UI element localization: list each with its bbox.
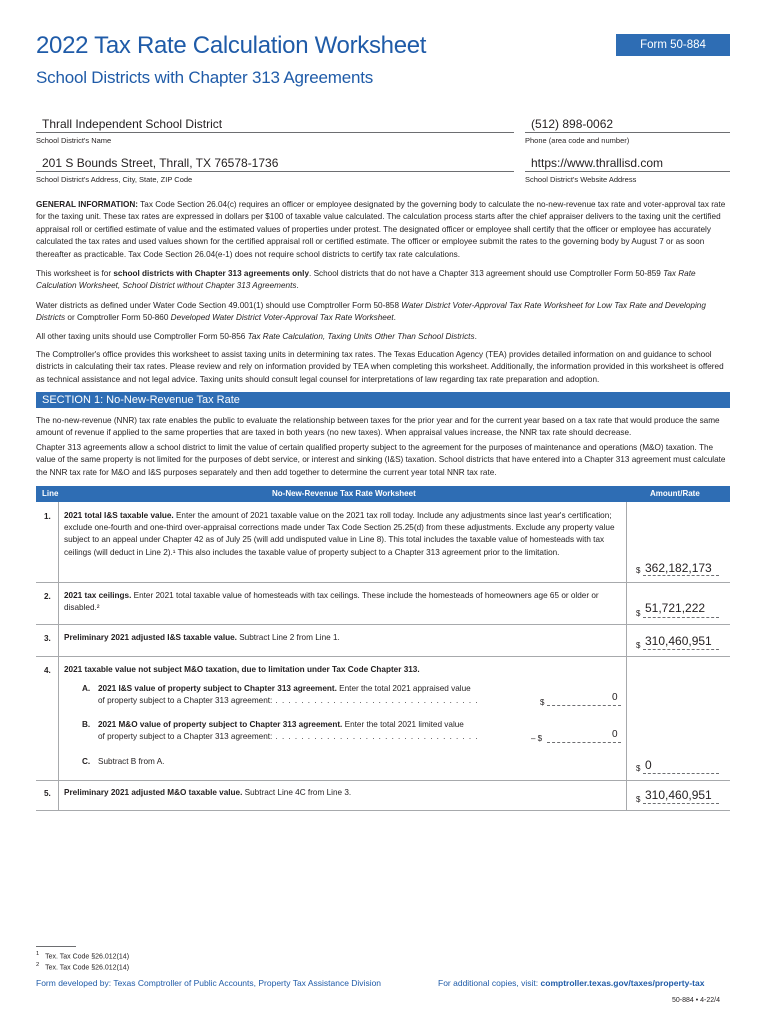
row-4a-text1: Enter the total 2021 appraised value — [336, 684, 471, 693]
address-caption: School District's Address, City, State, ZIP Code — [36, 175, 193, 184]
general-information-text: Tax Code Section 26.04(c) requires an officer or employee designated by the governing body to calculate the no-new-revenue tax rate and voter-approval tax rate for the taxing unit. These tax rates are expressed in dollars per $100 of taxable value calculated. The calculation process starts after the chief appraiser delivers to the taxing unit the certified appraisal roll or certified estimate of value and the estimated values of properties under protest. The designated officer or employee shall certify that the officer or employee has accurately calculated the tax rates and used values shown for the certified appraisal roll or certified estimate. The officer or employee submit the rates to the governing body by August 7 or as soon thereafter as practicable. Tax Code Section 26.04(e-1) does not require school districts to certify tax rate calculations. — [36, 200, 726, 259]
other-text-a: All other taxing units should use Comptroller Form 50-856 — [36, 332, 248, 341]
general-information-paragraph — [36, 199, 730, 261]
district-name-value[interactable]: Thrall Independent School District — [42, 117, 223, 131]
district-name-line — [36, 132, 514, 133]
section-1-chapter313: Chapter 313 agreements allow a school district to limit the value of certain qualified property subject to the agreement for the purposes of maintenance and operations (M&O) taxation. The value of the same property is not limited for the purposes of debt service, or interest and sinking (I&S) taxation. School districts that have entered into a Chapter 313 agreement must calculate the NNR tax rate for M&O and I&S purposes separately and then add together to determine the current year total NNR tax rate. — [36, 443, 726, 477]
row-4c-label — [82, 756, 90, 768]
worksheet-scope-paragraph — [36, 268, 730, 293]
row-5-amount-line — [643, 802, 719, 804]
footnote-1-mark: 1 — [36, 951, 40, 957]
water-text-b: Water District Voter-Approval Tax Rate Worksheet for Low Tax Rate and Developing Districts — [36, 301, 706, 323]
website-line — [525, 171, 730, 172]
row-4b-amount[interactable]: 0 — [612, 729, 618, 740]
row-5-number: 5. — [44, 789, 51, 798]
row-4b-description — [98, 719, 518, 743]
section-1-intro: The no-new-revenue (NNR) tax rate enables the public to evaluate the relationship between taxes for the prior year and for the current year based on a tax rate that would produce the same amount of revenue if applied to the same properties that are taxed in both years (no new taxes). When appraisal values increase, the NNR tax rate should decrease. — [36, 416, 720, 438]
row-5-amount[interactable]: 310,460,951 — [645, 788, 712, 802]
worksheet-table-header — [36, 486, 730, 502]
phone-caption: Phone (area code and number) — [525, 136, 630, 145]
section-1-header: SECTION 1: No-New-Revenue Tax Rate — [36, 392, 730, 408]
row-1-dollar: $ — [636, 566, 641, 575]
water-text-c: or Comptroller Form 50-860 — [65, 313, 171, 323]
scope-text-e: . — [296, 281, 299, 291]
row-1-amount-line — [643, 574, 719, 576]
water-text-e: . — [393, 313, 396, 323]
row-divider — [36, 780, 730, 781]
water-districts-paragraph — [36, 300, 730, 325]
row-divider — [36, 582, 730, 583]
footer-copies-note — [438, 978, 704, 988]
row-4b-minus-dollar: – $ — [531, 734, 543, 743]
comptroller-paragraph: The Comptroller's office provides this worksheet to assist taxing units in determining tax rates. The Texas Education Agency (TEA) provides detailed information on and guidance to school districts in calculating their tax rates. Please review and rely on information provided by TEA when completing this worksheet. Additionally, the information provided in this worksheet is offered as technical assistance and not legal advice. Taxing units should consult legal counsel for interpretations of law regarding tax rate preparation and adoption. — [36, 350, 724, 384]
footnote-1-text: Tex. Tax Code §26.012(14) — [45, 953, 130, 961]
row-4b-text2: of property subject to a Chapter 313 agreement: — [98, 732, 273, 742]
row-2-amount-line — [643, 616, 719, 618]
form-subtitle: School Districts with Chapter 313 Agreements — [36, 68, 374, 87]
form-number-badge: Form 50-884 — [616, 34, 730, 56]
footnote-2-mark: 2 — [36, 962, 40, 968]
row-4a-letter: A. — [82, 684, 91, 693]
row-4c-description: Subtract B from A. — [98, 757, 165, 766]
row-4a-description — [98, 683, 518, 707]
row-2-amount[interactable]: 51,721,222 — [645, 601, 706, 615]
row-1-number: 1. — [44, 512, 51, 521]
row-5-description — [64, 787, 620, 799]
row-4c-letter: C. — [82, 757, 91, 766]
row-4-number: 4. — [44, 666, 51, 675]
row-2-text: Enter 2021 total taxable value of homesteads with tax ceilings. These include the homesteads of homeowners age 65 or older or disabled.² — [64, 591, 599, 613]
row-4a-dollar: $ — [540, 698, 545, 707]
row-3-dollar: $ — [636, 641, 641, 650]
scope-text-a: This worksheet is for — [36, 269, 114, 278]
col-desc-header: No-New-Revenue Tax Rate Worksheet — [272, 489, 416, 498]
row-1-text: Enter the amount of 2021 taxable value on the 2021 tax roll today. Include any adjustments since last year's certification; exclude one-fourth and one-third over-appraisal corrections made under Tax Code Section 25.25(d) from these adjustments. Exclude any property value subject to an appeal under Chapter 42 as of July 25 (will add undisputed value in Line 8). This total includes the taxable value of homesteads with tax ceilings (will deduct in Line 2).¹ This also includes the taxable value of property subject to a Chapter 313 agreement prior to the limitation. — [64, 511, 615, 557]
other-units-paragraph — [36, 331, 730, 343]
row-4b-label — [82, 719, 90, 731]
general-information-lead: GENERAL INFORMATION: — [36, 200, 139, 209]
row-5-text: Subtract Line 4C from Line 3. — [242, 788, 352, 797]
row-5-dollar: $ — [636, 795, 641, 804]
col-amount-header: Amount/Rate — [650, 489, 700, 498]
row-divider — [36, 656, 730, 657]
footer-website-link[interactable]: comptroller.texas.gov/taxes/property-tax — [540, 978, 705, 988]
footnote-1 — [36, 951, 129, 960]
row-2-dollar: $ — [636, 609, 641, 618]
col-line-header: Line — [42, 489, 59, 498]
row-3-description — [64, 632, 620, 644]
row-4-bold: 2021 taxable value not subject M&O taxation, due to limitation under Tax Code Chapter 313. — [64, 665, 420, 674]
row-1-amount[interactable]: 362,182,173 — [645, 561, 712, 575]
row-2-description — [64, 590, 620, 614]
scope-text-c: . School districts that do not have a Chapter 313 agreement should use Comptroller Form 50-859 — [309, 269, 664, 278]
row-4b-bold: 2021 M&O value of property subject to Chapter 313 agreement. — [98, 720, 343, 729]
row-4a-bold: 2021 I&S value of property subject to Chapter 313 agreement. — [98, 684, 337, 693]
water-text-a: Water districts as defined under Water Code Section 49.001(1) should use Comptroller Form 50-858 — [36, 301, 402, 310]
phone-line — [525, 132, 730, 133]
row-1-description — [64, 510, 620, 559]
row-4a-text2: of property subject to a Chapter 313 agreement: — [98, 696, 273, 706]
scope-text-b: school districts with Chapter 313 agreements only — [113, 269, 310, 278]
address-line — [36, 171, 514, 172]
row-4b-amount-line — [547, 741, 621, 743]
row-divider — [36, 810, 730, 811]
row-4a-label — [82, 683, 90, 695]
row-3-bold: Preliminary 2021 adjusted I&S taxable value. — [64, 633, 237, 642]
district-name-caption: School District's Name — [36, 136, 112, 145]
form-title: 2022 Tax Rate Calculation Worksheet — [36, 32, 427, 59]
row-4c-amount[interactable]: 0 — [645, 758, 652, 772]
row-4a-amount[interactable]: 0 — [612, 692, 618, 703]
footer-developer-note: Form developed by: Texas Comptroller of Public Accounts, Property Tax Assistance Division — [36, 978, 382, 988]
row-3-text: Subtract Line 2 from Line 1. — [236, 633, 340, 642]
row-4a-amount-line — [547, 704, 621, 706]
website-value[interactable]: https://www.thrallisd.com — [531, 156, 664, 170]
scope-text-d: Tax Rate Calculation Worksheet, School District without Chapter 313 Agreements — [36, 269, 696, 291]
water-text-d: Developed Water District Voter-Approval Tax Rate Worksheet — [170, 313, 394, 323]
footnote-2-text: Tex. Tax Code §26.012(14) — [45, 964, 130, 972]
row-3-amount-line — [643, 648, 719, 650]
row-2-bold: 2021 tax ceilings. — [64, 591, 132, 600]
page-number: 50-884 • 4-22/4 — [672, 997, 720, 1004]
row-4b-leader-dots: . . . . . . . . . . . . . . . . . . . . . . . . . . . . . . . . — [272, 732, 479, 742]
row-4c-amount-line — [643, 772, 719, 774]
other-text-b: Tax Rate Calculation, Taxing Units Other Than School Districts — [247, 332, 475, 341]
phone-value[interactable]: (512) 898-0062 — [531, 117, 614, 131]
row-divider — [36, 624, 730, 625]
row-4a-leader-dots: . . . . . . . . . . . . . . . . . . . . . . . . . . . . . . . . — [272, 696, 479, 706]
row-4-description — [64, 664, 620, 676]
row-3-amount[interactable]: 310,460,951 — [645, 634, 712, 648]
row-4b-letter: B. — [82, 720, 91, 729]
footnote-2 — [36, 962, 129, 971]
row-4b-text1: Enter the total 2021 limited value — [342, 720, 464, 729]
address-value[interactable]: 201 S Bounds Street, Thrall, TX 76578-1736 — [42, 156, 279, 170]
row-1-bold: 2021 total I&S taxable value. — [64, 511, 174, 520]
row-3-number: 3. — [44, 634, 51, 643]
other-text-c: . — [474, 332, 477, 341]
footnote-rule — [36, 946, 76, 947]
row-5-bold: Preliminary 2021 adjusted M&O taxable value. — [64, 788, 243, 797]
row-2-number: 2. — [44, 592, 51, 601]
row-4c-dollar: $ — [636, 764, 641, 773]
footer-copies-lead: For additional copies, visit: — [438, 978, 541, 988]
website-caption: School District's Website Address — [525, 175, 637, 184]
